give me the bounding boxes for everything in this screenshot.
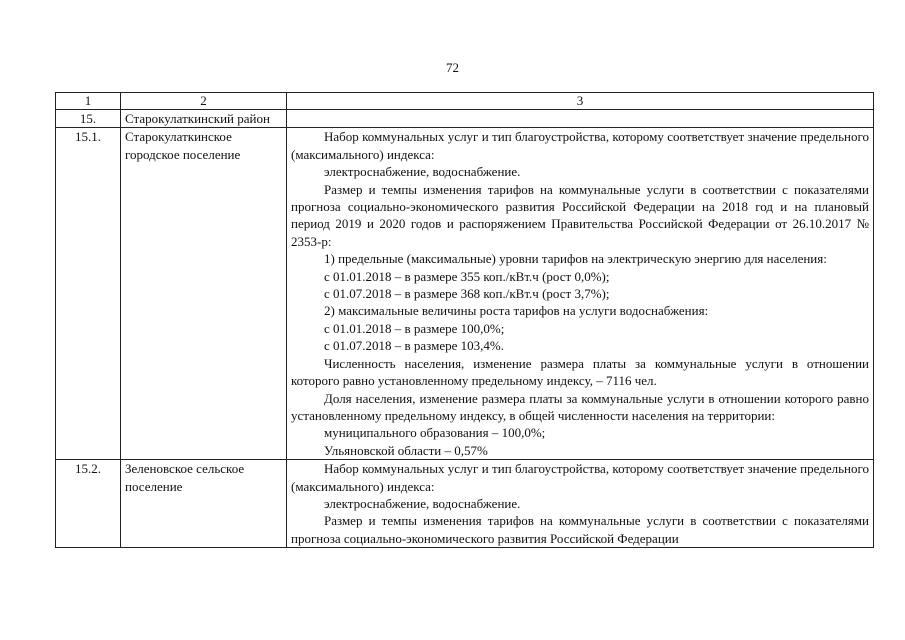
table-row xyxy=(56,128,874,460)
table-row xyxy=(56,460,874,548)
description-paragraph: с 01.01.2018 – в размере 100,0%; xyxy=(324,320,505,336)
description-cell xyxy=(287,110,874,128)
header-cell-1: 1 xyxy=(56,93,121,110)
description-paragraph: 2) максимальные величины роста тарифов на услуги водоснабжения: xyxy=(324,303,709,319)
description-cell xyxy=(287,128,874,460)
description-paragraph: Численность населения, изменение размера платы за коммунальные услуги в отношении которого равно установленному предельному индексу, – 7116 чел. xyxy=(291,355,869,389)
header-cell-3: 3 xyxy=(287,93,874,110)
settlement-name-cell: Зеленовское сельское поселение xyxy=(121,460,287,548)
header-cell-2: 2 xyxy=(121,93,287,110)
description-paragraph: Доля населения, изменение размера платы за коммунальные услуги в отношении которого равно установленному предельному индексу, в общей численности населения на территории: xyxy=(291,390,869,423)
description-paragraph: с 01.07.2018 – в размере 368 коп./кВт.ч (рост 3,7%); xyxy=(324,286,610,302)
description-paragraph: с 01.01.2018 – в размере 355 коп./кВт.ч (рост 0,0%); xyxy=(324,268,610,284)
page-number: 72 xyxy=(446,60,459,75)
row-number-cell: 15. xyxy=(56,110,121,128)
description-paragraph: Размер и темпы изменения тарифов на коммунальные услуги в соответствии с показателями прогноза социально-экономического развития Российской Федерации на 2018 год и на плановый период 2019 и 2020 годов и распоряжением Правительства Российской Федерации от 26.10.2017 № 2353-р: xyxy=(291,181,869,249)
row-number-cell: 15.1. xyxy=(56,128,121,460)
settlement-name-cell: Старокулаткинское городское поселение xyxy=(121,128,287,460)
description-paragraph: электроснабжение, водоснабжение. xyxy=(324,164,521,180)
description-cell xyxy=(287,460,874,548)
tariff-table xyxy=(55,92,874,548)
description-paragraph: Ульяновской области – 0,57% xyxy=(324,442,488,458)
description-paragraph: с 01.07.2018 – в размере 103,4%. xyxy=(324,338,504,354)
settlement-name-cell: Старокулаткинский район xyxy=(121,110,287,128)
description-paragraph: электроснабжение, водоснабжение. xyxy=(324,495,521,511)
description-paragraph: Набор коммунальных услуг и тип благоустройства, которому соответствует значение предельного (максимального) индекса: xyxy=(291,129,869,162)
header-row xyxy=(56,93,874,110)
table-row xyxy=(56,110,874,128)
description-paragraph: Набор коммунальных услуг и тип благоустройства, которому соответствует значение предельного (максимального) индекса: xyxy=(291,461,869,494)
description-paragraph: Размер и темпы изменения тарифов на коммунальные услуги в соответствии с показателями прогноза социально-экономического развития Российской Федерации xyxy=(291,513,869,546)
description-paragraph: 1) предельные (максимальные) уровни тарифов на электрическую энергию для населения: xyxy=(324,251,827,267)
description-paragraph: муниципального образования – 100,0%; xyxy=(324,425,546,441)
row-number-cell: 15.2. xyxy=(56,460,121,548)
